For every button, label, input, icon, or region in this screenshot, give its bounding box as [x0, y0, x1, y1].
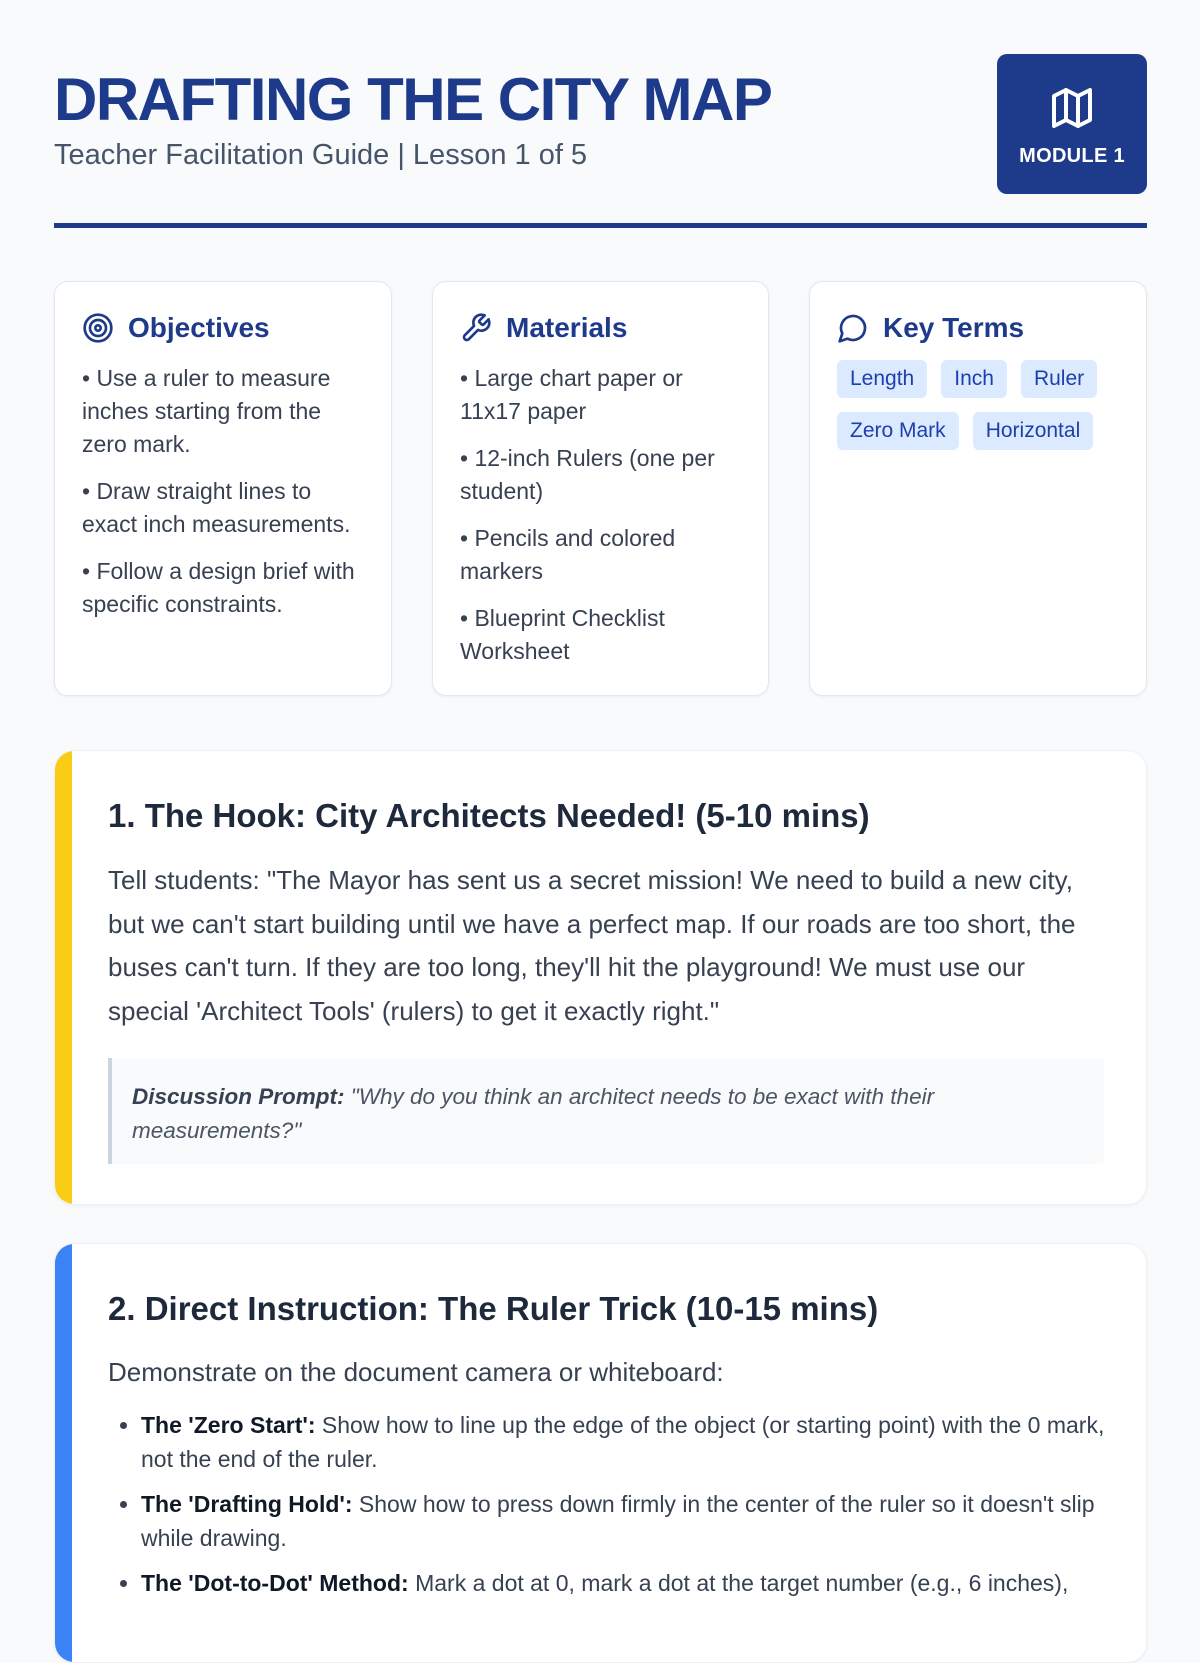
- step-label: The 'Zero Start':: [141, 1412, 316, 1438]
- term-tag-zero-mark: Zero Mark: [837, 412, 959, 450]
- list-item: • Use a ruler to measure inches starting from the zero mark.: [82, 365, 331, 457]
- step-text: Show how to line up the edge of the object (or starting point) with the 0 mark, not the end of the ruler.: [141, 1412, 1105, 1472]
- module-label: MODULE 1: [1019, 145, 1125, 167]
- prompt-label: Discussion Prompt:: [132, 1084, 345, 1109]
- instruction-intro: Demonstrate on the document camera or whiteboard:: [108, 1357, 724, 1387]
- map-icon: [1048, 84, 1096, 132]
- list-item: • Draw straight lines to exact inch measurements.: [82, 478, 351, 537]
- objectives-header: [82, 310, 364, 346]
- key-terms-header: [837, 310, 1119, 346]
- instruction-steps: [108, 1409, 1141, 1613]
- list-item: [141, 1567, 1141, 1601]
- objectives-title: Objectives: [128, 312, 270, 343]
- hook-section: [54, 750, 1147, 1205]
- materials-title: Materials: [506, 312, 628, 343]
- list-item: • Blueprint Checklist Worksheet: [460, 605, 665, 664]
- wrench-icon: [460, 312, 492, 344]
- page-title: DRAFTING THE CITY MAP: [54, 66, 772, 133]
- objectives-card: [54, 281, 392, 696]
- term-tag-length: Length: [837, 360, 927, 398]
- list-item: • 12-inch Rulers (one per student): [460, 445, 715, 504]
- target-icon: [82, 312, 114, 344]
- list-item: • Large chart paper or 11x17 paper: [460, 365, 683, 424]
- list-item: [141, 1409, 1141, 1476]
- step-label: The 'Dot-to-Dot' Method:: [141, 1570, 409, 1596]
- hook-body: Tell students: "The Mayor has sent us a secret mission! We need to build a new city, but we can't start building until we have a perfect map. If our roads are too short, the buses can't turn. If they are too long, they'll hit the playground! We must use our special 'Architect Tools' (rulers) to get it exactly right.": [108, 865, 1076, 1026]
- materials-card: [432, 281, 769, 696]
- key-terms-title: Key Terms: [883, 312, 1025, 343]
- list-item: • Pencils and colored markers: [460, 525, 676, 584]
- module-badge: [997, 54, 1147, 194]
- page-subtitle: Teacher Facilitation Guide | Lesson 1 of 5: [54, 139, 588, 171]
- info-cards: [54, 281, 1147, 697]
- discussion-prompt: [108, 1058, 1104, 1164]
- list-item: [141, 1488, 1141, 1555]
- key-terms-tags: [837, 360, 1119, 450]
- lesson-guide-page: [54, 0, 1147, 1596]
- term-tag-inch: Inch: [941, 360, 1007, 398]
- speech-bubble-icon: [837, 312, 869, 344]
- prompt-text: "Why do you think an architect needs to be exact with their measurements?": [132, 1084, 935, 1143]
- instruction-section: [54, 1243, 1147, 1663]
- step-label: The 'Drafting Hold':: [141, 1491, 353, 1517]
- materials-header: [460, 310, 741, 346]
- page-header: [54, 0, 1147, 228]
- instruction-title: 2. Direct Instruction: The Ruler Trick (10-15 mins): [108, 1290, 879, 1327]
- hook-title: 1. The Hook: City Architects Needed! (5-10 mins): [108, 797, 870, 834]
- objectives-list: [82, 362, 364, 621]
- materials-list: [460, 362, 741, 668]
- step-text: Mark a dot at 0, mark a dot at the target number (e.g., 6 inches),: [408, 1570, 1069, 1596]
- key-terms-card: [809, 281, 1147, 696]
- term-tag-horizontal: Horizontal: [973, 412, 1094, 450]
- step-text: Show how to press down firmly in the center of the ruler so it doesn't slip while drawing.: [141, 1491, 1095, 1551]
- list-item: • Follow a design brief with specific constraints.: [82, 558, 355, 617]
- term-tag-ruler: Ruler: [1021, 360, 1097, 398]
